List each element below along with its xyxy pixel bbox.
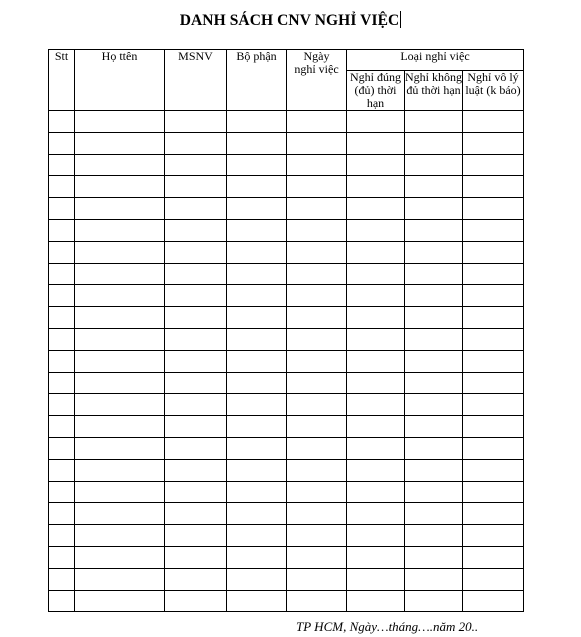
table-cell[interactable] <box>463 546 524 568</box>
table-cell[interactable] <box>287 154 347 176</box>
table-cell[interactable] <box>165 568 227 590</box>
table-cell[interactable] <box>227 546 287 568</box>
table-cell[interactable] <box>347 546 405 568</box>
table-cell[interactable] <box>463 568 524 590</box>
table-cell[interactable] <box>347 285 405 307</box>
table-cell[interactable] <box>49 525 75 547</box>
table-cell[interactable] <box>49 394 75 416</box>
table-row <box>49 503 524 525</box>
table-cell[interactable] <box>227 568 287 590</box>
table-cell[interactable] <box>405 546 463 568</box>
table-cell[interactable] <box>287 568 347 590</box>
table-cell[interactable] <box>227 525 287 547</box>
table-cell[interactable] <box>405 328 463 350</box>
table-cell[interactable] <box>463 481 524 503</box>
table-cell[interactable] <box>463 263 524 285</box>
table-cell[interactable] <box>75 416 165 438</box>
table-cell[interactable] <box>227 503 287 525</box>
table-cell[interactable] <box>49 546 75 568</box>
table-cell[interactable] <box>405 372 463 394</box>
table-cell[interactable] <box>347 590 405 612</box>
table-cell[interactable] <box>287 459 347 481</box>
table-cell[interactable] <box>227 394 287 416</box>
table-cell[interactable] <box>75 590 165 612</box>
table-cell[interactable] <box>405 590 463 612</box>
table-cell[interactable] <box>463 132 524 154</box>
header-unlawful-line1: Nghỉ vô lý <box>467 70 519 84</box>
table-cell[interactable] <box>49 481 75 503</box>
table-cell[interactable] <box>463 437 524 459</box>
header-department: Bộ phận <box>227 50 287 111</box>
table-cell[interactable] <box>75 241 165 263</box>
table-cell[interactable] <box>347 503 405 525</box>
table-cell[interactable] <box>75 176 165 198</box>
table-cell[interactable] <box>49 568 75 590</box>
table-cell[interactable] <box>405 198 463 220</box>
table-cell[interactable] <box>405 219 463 241</box>
table-cell[interactable] <box>49 132 75 154</box>
table-cell[interactable] <box>405 154 463 176</box>
table-row <box>49 437 524 459</box>
table-cell[interactable] <box>49 372 75 394</box>
table-cell[interactable] <box>463 307 524 329</box>
table-cell[interactable] <box>165 219 227 241</box>
table-cell[interactable] <box>287 394 347 416</box>
table-row <box>49 416 524 438</box>
table-cell[interactable] <box>405 459 463 481</box>
text-cursor <box>400 11 401 28</box>
table-cell[interactable] <box>287 241 347 263</box>
table-cell[interactable] <box>405 394 463 416</box>
table-cell[interactable] <box>347 263 405 285</box>
table-cell[interactable] <box>75 132 165 154</box>
table-cell[interactable] <box>165 285 227 307</box>
table-cell[interactable] <box>347 176 405 198</box>
table-cell[interactable] <box>165 459 227 481</box>
header-on-time <box>347 71 405 111</box>
table-cell[interactable] <box>49 154 75 176</box>
table-cell[interactable] <box>347 132 405 154</box>
table-cell[interactable] <box>347 350 405 372</box>
table-cell[interactable] <box>287 328 347 350</box>
table-cell[interactable] <box>405 568 463 590</box>
table-cell[interactable] <box>49 176 75 198</box>
table-cell[interactable] <box>165 263 227 285</box>
table-cell[interactable] <box>347 111 405 133</box>
table-cell[interactable] <box>75 263 165 285</box>
table-cell[interactable] <box>405 481 463 503</box>
table-cell[interactable] <box>49 198 75 220</box>
table-cell[interactable] <box>227 132 287 154</box>
table-cell[interactable] <box>227 111 287 133</box>
header-not-on-time-line1: Nghỉ không <box>405 70 462 84</box>
table-cell[interactable] <box>463 241 524 263</box>
table-cell[interactable] <box>75 481 165 503</box>
table-cell[interactable] <box>165 590 227 612</box>
table-cell[interactable] <box>287 111 347 133</box>
header-msnv: MSNV <box>165 50 227 111</box>
table-cell[interactable] <box>347 481 405 503</box>
table-cell[interactable] <box>165 437 227 459</box>
table-cell[interactable] <box>49 328 75 350</box>
table-cell[interactable] <box>405 241 463 263</box>
header-stt: Stt <box>49 50 75 111</box>
table-cell[interactable] <box>165 394 227 416</box>
table-cell[interactable] <box>75 546 165 568</box>
table-cell[interactable] <box>287 590 347 612</box>
table-cell[interactable] <box>347 416 405 438</box>
table-cell[interactable] <box>463 350 524 372</box>
table-cell[interactable] <box>287 481 347 503</box>
header-not-on-time-line2: đủ thời hạn <box>406 83 461 97</box>
table-row <box>49 132 524 154</box>
table-cell[interactable] <box>405 525 463 547</box>
table-row <box>49 307 524 329</box>
table-cell[interactable] <box>227 590 287 612</box>
table-cell[interactable] <box>405 263 463 285</box>
table-cell[interactable] <box>287 132 347 154</box>
table-cell[interactable] <box>165 132 227 154</box>
table-cell[interactable] <box>287 176 347 198</box>
table-cell[interactable] <box>165 198 227 220</box>
table-row <box>49 525 524 547</box>
table-cell[interactable] <box>227 263 287 285</box>
table-cell[interactable] <box>49 307 75 329</box>
table-cell[interactable] <box>347 568 405 590</box>
table-cell[interactable] <box>463 459 524 481</box>
table-row <box>49 198 524 220</box>
table-cell[interactable] <box>463 394 524 416</box>
table-cell[interactable] <box>165 503 227 525</box>
table-cell[interactable] <box>227 459 287 481</box>
table-row <box>49 481 524 503</box>
table-cell[interactable] <box>165 241 227 263</box>
table-cell[interactable] <box>75 503 165 525</box>
table-cell[interactable] <box>227 372 287 394</box>
table-cell[interactable] <box>287 503 347 525</box>
table-cell[interactable] <box>49 263 75 285</box>
table-cell[interactable] <box>227 219 287 241</box>
table-row <box>49 590 524 612</box>
table-cell[interactable] <box>49 437 75 459</box>
table-cell[interactable] <box>287 350 347 372</box>
table-cell[interactable] <box>463 176 524 198</box>
table-cell[interactable] <box>405 111 463 133</box>
table-cell[interactable] <box>463 503 524 525</box>
table-cell[interactable] <box>165 481 227 503</box>
table-cell[interactable] <box>165 307 227 329</box>
table-cell[interactable] <box>49 416 75 438</box>
table-cell[interactable] <box>405 132 463 154</box>
table-cell[interactable] <box>227 154 287 176</box>
table-row <box>49 176 524 198</box>
header-not-on-time <box>405 71 463 111</box>
header-on-time-line2: (đủ) thời hạn <box>354 83 397 110</box>
table-row <box>49 219 524 241</box>
table-cell[interactable] <box>347 154 405 176</box>
header-leave-date <box>287 50 347 111</box>
table-cell[interactable] <box>227 241 287 263</box>
table-cell[interactable] <box>75 328 165 350</box>
table-cell[interactable] <box>463 111 524 133</box>
table-cell[interactable] <box>463 416 524 438</box>
title-text: DANH SÁCH CNV NGHỈ VIỆC <box>179 12 400 29</box>
table-cell[interactable] <box>463 372 524 394</box>
table-cell[interactable] <box>227 350 287 372</box>
table-cell[interactable] <box>227 416 287 438</box>
table-cell[interactable] <box>405 285 463 307</box>
table-cell[interactable] <box>463 590 524 612</box>
table-cell[interactable] <box>347 198 405 220</box>
table-cell[interactable] <box>405 307 463 329</box>
table-cell[interactable] <box>165 111 227 133</box>
header-name: Họ ttên <box>75 50 165 111</box>
table-cell[interactable] <box>227 285 287 307</box>
table-cell[interactable] <box>49 285 75 307</box>
table-cell[interactable] <box>347 459 405 481</box>
table-cell[interactable] <box>463 154 524 176</box>
table-cell[interactable] <box>287 372 347 394</box>
table-cell[interactable] <box>287 525 347 547</box>
header-unlawful-line2: luật (k báo) <box>465 83 521 97</box>
table-cell[interactable] <box>287 285 347 307</box>
table-row <box>49 154 524 176</box>
table-cell[interactable] <box>75 437 165 459</box>
table-cell[interactable] <box>227 328 287 350</box>
table-row <box>49 111 524 133</box>
table-cell[interactable] <box>287 263 347 285</box>
table-row <box>49 241 524 263</box>
table-cell[interactable] <box>49 241 75 263</box>
table-cell[interactable] <box>75 198 165 220</box>
table-row <box>49 568 524 590</box>
header-unlawful <box>463 71 524 111</box>
table-cell[interactable] <box>75 111 165 133</box>
table-cell[interactable] <box>347 372 405 394</box>
table-row <box>49 372 524 394</box>
table-cell[interactable] <box>49 590 75 612</box>
table-cell[interactable] <box>405 437 463 459</box>
table-cell[interactable] <box>347 525 405 547</box>
table-cell[interactable] <box>49 350 75 372</box>
table-cell[interactable] <box>227 481 287 503</box>
header-leave-type: Loại nghỉ việc <box>347 50 524 71</box>
table-cell[interactable] <box>165 546 227 568</box>
table-cell[interactable] <box>49 503 75 525</box>
table-cell[interactable] <box>227 437 287 459</box>
header-leave-date-line2: nghỉ việc <box>294 62 339 76</box>
table-cell[interactable] <box>75 285 165 307</box>
table-cell[interactable] <box>463 285 524 307</box>
table-cell[interactable] <box>347 394 405 416</box>
table-cell[interactable] <box>405 503 463 525</box>
table-cell[interactable] <box>165 416 227 438</box>
table-cell[interactable] <box>287 416 347 438</box>
table-cell[interactable] <box>75 568 165 590</box>
table-cell[interactable] <box>49 459 75 481</box>
signature-line: TP HCM, Ngày…tháng….năm 20.. <box>296 619 479 634</box>
table-cell[interactable] <box>405 350 463 372</box>
table-cell[interactable] <box>75 307 165 329</box>
table-cell[interactable] <box>165 328 227 350</box>
table-cell[interactable] <box>75 394 165 416</box>
table-cell[interactable] <box>75 350 165 372</box>
table-cell[interactable] <box>165 176 227 198</box>
table-row <box>49 350 524 372</box>
table-row <box>49 394 524 416</box>
table-cell[interactable] <box>287 198 347 220</box>
employee-table <box>48 49 524 612</box>
table-cell[interactable] <box>463 328 524 350</box>
table-cell[interactable] <box>347 307 405 329</box>
table-cell[interactable] <box>165 525 227 547</box>
table-cell[interactable] <box>405 416 463 438</box>
table-cell[interactable] <box>287 307 347 329</box>
table-cell[interactable] <box>75 219 165 241</box>
table-cell[interactable] <box>165 154 227 176</box>
table-cell[interactable] <box>49 219 75 241</box>
table-row <box>49 285 524 307</box>
table-cell[interactable] <box>75 459 165 481</box>
table-cell[interactable] <box>463 525 524 547</box>
header-on-time-line1: Nghỉ đúng <box>350 70 401 84</box>
header-leave-date-line1: Ngày <box>303 49 330 63</box>
table-cell[interactable] <box>49 111 75 133</box>
table-cell[interactable] <box>347 328 405 350</box>
table-row <box>49 328 524 350</box>
page-title <box>0 11 581 30</box>
table-cell[interactable] <box>227 176 287 198</box>
table-cell[interactable] <box>75 372 165 394</box>
table-row <box>49 546 524 568</box>
table-cell[interactable] <box>405 176 463 198</box>
table-cell[interactable] <box>165 372 227 394</box>
table-cell[interactable] <box>75 525 165 547</box>
table-cell[interactable] <box>347 241 405 263</box>
table-cell[interactable] <box>227 198 287 220</box>
table-row <box>49 263 524 285</box>
table-cell[interactable] <box>463 219 524 241</box>
table-cell[interactable] <box>287 546 347 568</box>
table-cell[interactable] <box>347 219 405 241</box>
table-cell[interactable] <box>227 307 287 329</box>
table-cell[interactable] <box>463 198 524 220</box>
table-cell[interactable] <box>347 437 405 459</box>
table-cell[interactable] <box>287 219 347 241</box>
table-cell[interactable] <box>75 154 165 176</box>
table-cell[interactable] <box>287 437 347 459</box>
table-cell[interactable] <box>165 350 227 372</box>
table-row <box>49 459 524 481</box>
